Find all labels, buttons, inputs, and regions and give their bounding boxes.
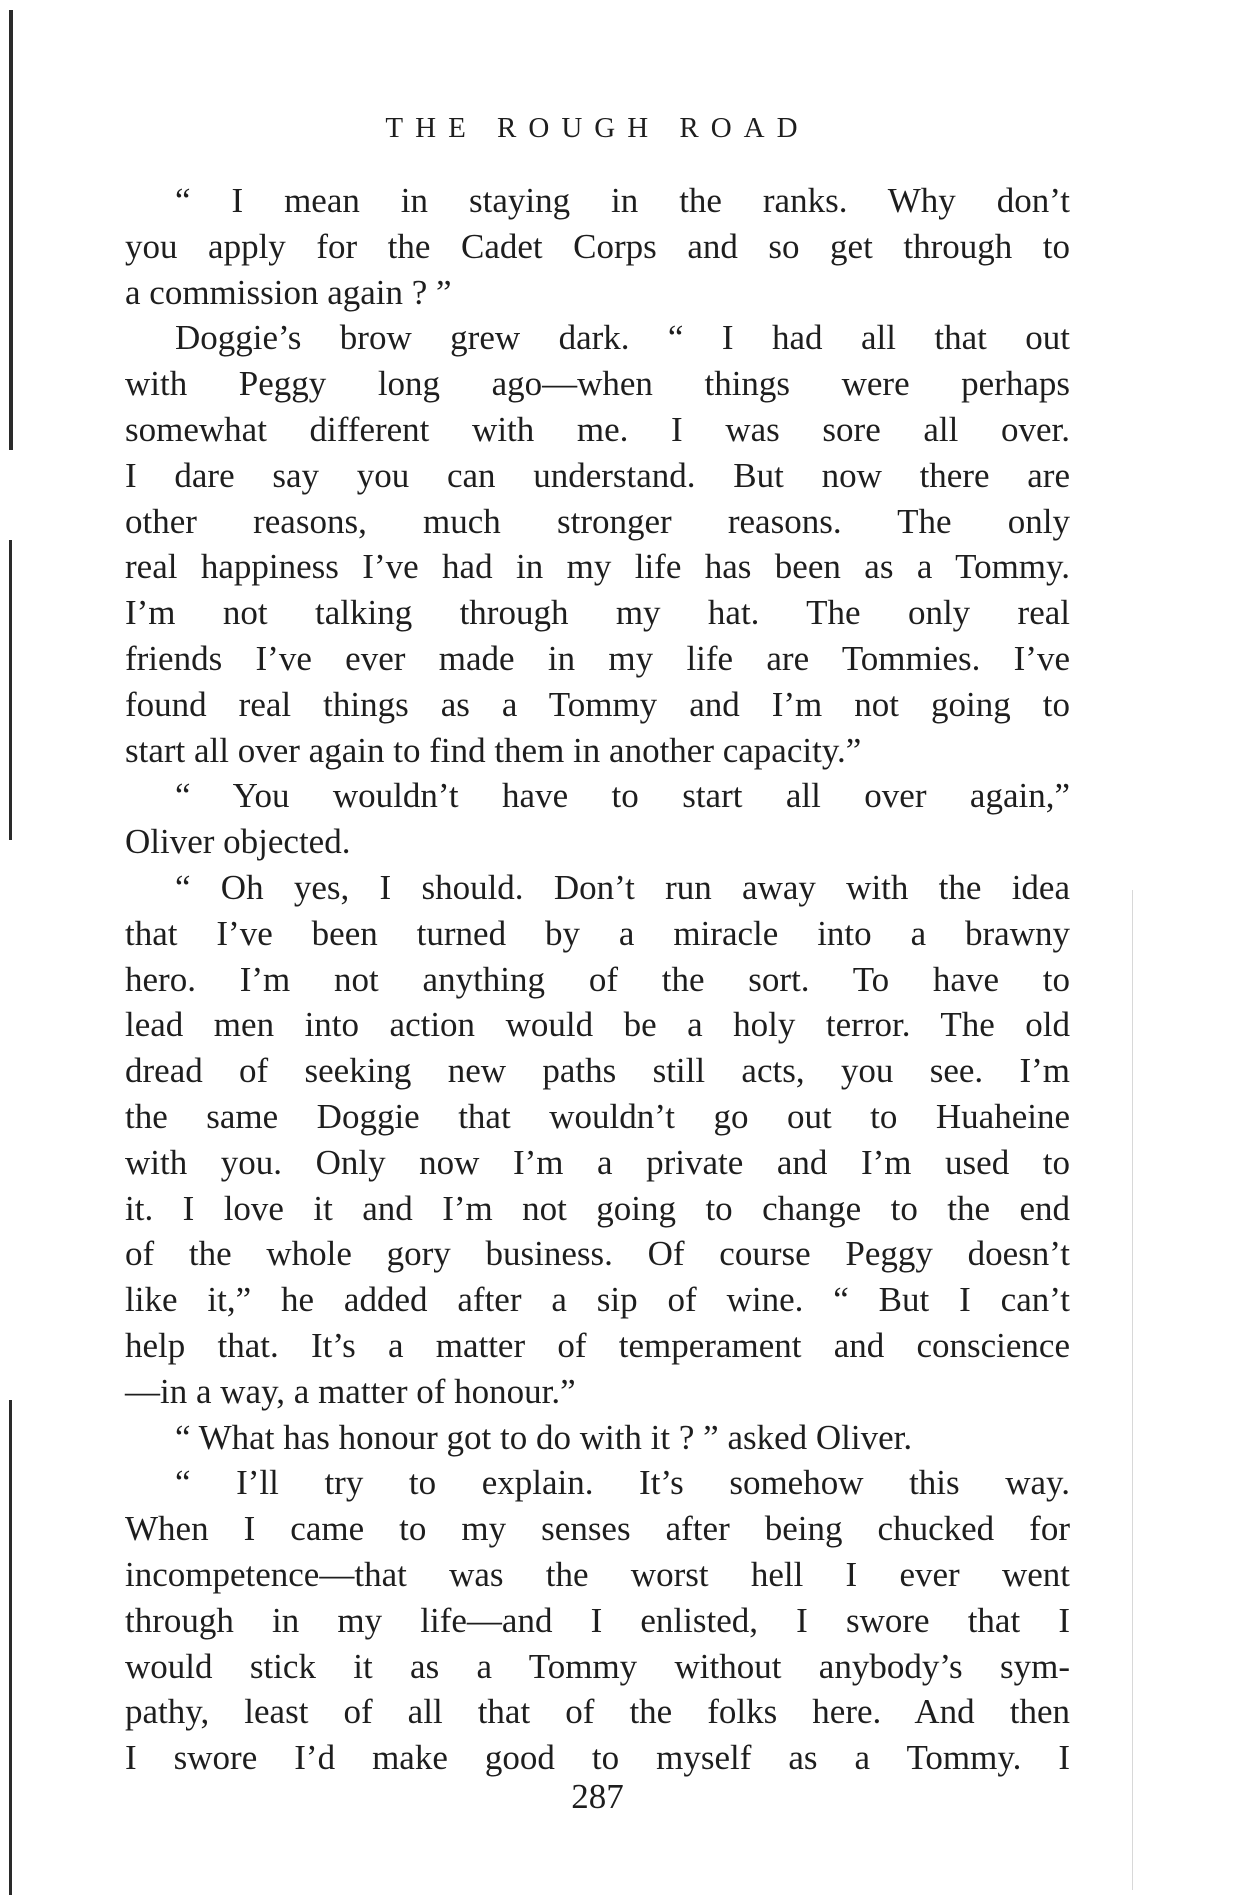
text-line: I swore I’d make good to myself as a Tommy. I [125, 1738, 1070, 1778]
text-line: Doggie’s brow grew dark. “ I had all that out [175, 318, 1070, 358]
text-line: incompetence—that was the worst hell I ever went [125, 1554, 1070, 1594]
text-line: “ I’ll try to explain. It’s somehow this way. [175, 1463, 1070, 1503]
text-line: lead men into action would be a holy terror. The old [125, 1005, 1070, 1045]
text-line: of the whole gory business. Of course Peggy doesn’t [125, 1234, 1070, 1274]
text-line: When I came to my senses after being chucked for [125, 1509, 1070, 1549]
text-line: it. I love it and I’m not going to change to the end [125, 1188, 1070, 1228]
page-number: 287 [571, 1777, 624, 1816]
scan-fold-line [1132, 890, 1133, 1890]
text-line: “ What has honour got to do with it ? ” asked Oliver. [175, 1417, 913, 1457]
text-line: would stick it as a Tommy without anybody’s sym- [125, 1646, 1070, 1686]
text-line: real happiness I’ve had in my life has been as a Tommy. [125, 547, 1070, 587]
text-line: “ You wouldn’t have to start all over again,” [175, 776, 1070, 816]
text-line: found real things as a Tommy and I’m not going to [125, 684, 1070, 724]
text-line: through in my life—and I enlisted, I swore that I [125, 1600, 1070, 1640]
text-line: with you. Only now I’m a private and I’m used to [125, 1142, 1070, 1182]
text-line: Oliver objected. [125, 822, 351, 862]
body-text [125, 178, 1070, 1781]
text-line: “ I mean in staying in the ranks. Why don’t [175, 181, 1070, 220]
text-line: like it,” he added after a sip of wine. “ But I can’t [125, 1280, 1070, 1320]
text-line: help that. It’s a matter of temperament and conscience [125, 1325, 1070, 1365]
scan-edge-shadow [9, 540, 12, 840]
text-line: you apply for the Cadet Corps and so get through to [125, 226, 1070, 266]
text-line: that I’ve been turned by a miracle into a brawny [125, 913, 1070, 953]
text-line: dread of seeking new paths still acts, you see. I’m [125, 1051, 1070, 1091]
text-line: I’m not talking through my hat. The only real [125, 593, 1070, 633]
text-line: “ Oh yes, I should. Don’t run away with the idea [175, 867, 1070, 907]
text-line: hero. I’m not anything of the sort. To have to [125, 959, 1070, 999]
scan-edge-shadow [9, 1400, 12, 1895]
text-line: a commission again ? ” [125, 272, 452, 312]
text-line: somewhat different with me. I was sore all over. [125, 409, 1070, 449]
text-line: with Peggy long ago—when things were perhaps [125, 364, 1070, 404]
scan-edge-shadow [9, 10, 13, 450]
text-line: the same Doggie that wouldn’t go out to Huaheine [125, 1096, 1070, 1136]
running-head: THE ROUGH ROAD [385, 112, 810, 144]
text-line: —in a way, a matter of honour.” [125, 1371, 576, 1411]
text-line: start all over again to find them in another capacity.” [125, 730, 862, 770]
text-line: I dare say you can understand. But now there are [125, 455, 1070, 495]
text-line: friends I’ve ever made in my life are Tommies. I’ve [125, 638, 1070, 678]
text-line: pathy, least of all that of the folks here. And then [125, 1692, 1070, 1732]
text-line: other reasons, much stronger reasons. The only [125, 501, 1070, 541]
